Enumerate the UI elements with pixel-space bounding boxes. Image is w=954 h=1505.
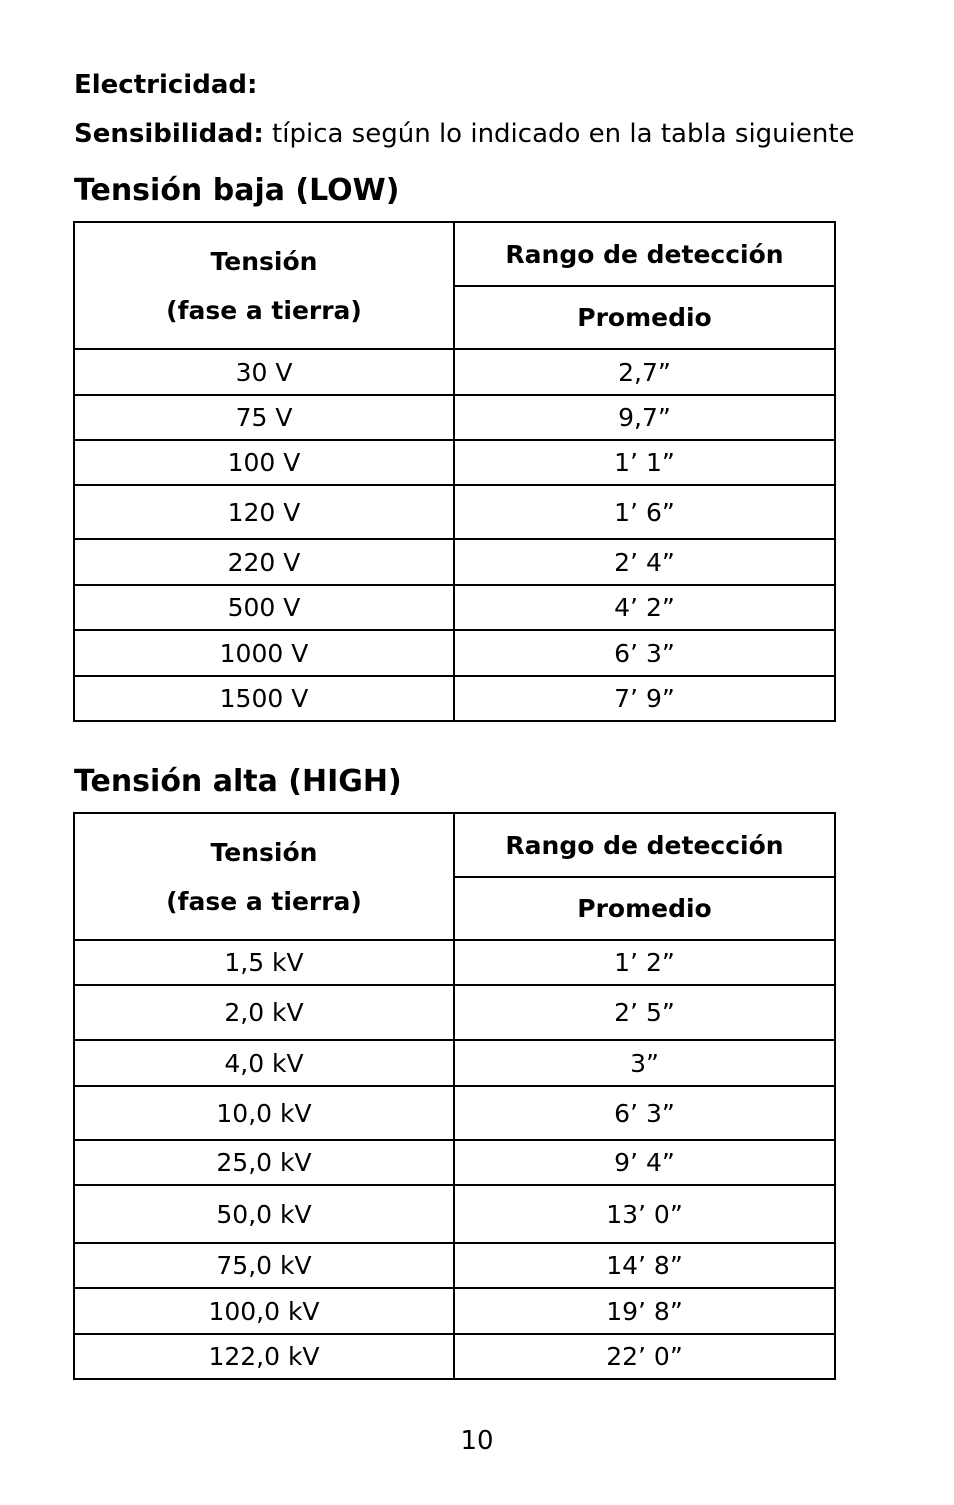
range-cell: 7’ 9” xyxy=(454,676,835,721)
voltage-cell: 10,0 kV xyxy=(74,1086,454,1140)
voltage-cell: 122,0 kV xyxy=(74,1334,454,1379)
voltage-cell: 1,5 kV xyxy=(74,940,454,985)
high-table-title: Tensión alta (HIGH) xyxy=(74,764,402,799)
table-row xyxy=(74,1040,835,1086)
range-cell: 2’ 5” xyxy=(454,985,835,1040)
voltage-cell: 500 V xyxy=(74,585,454,630)
voltage-header xyxy=(74,813,454,940)
range-cell: 22’ 0” xyxy=(454,1334,835,1379)
range-cell: 4’ 2” xyxy=(454,585,835,630)
sensitivity-text: típica según lo indicado en la tabla siguiente xyxy=(263,119,855,149)
table-row xyxy=(74,440,835,485)
voltage-cell: 25,0 kV xyxy=(74,1140,454,1185)
high-voltage-table xyxy=(73,812,836,1380)
range-cell: 2’ 4” xyxy=(454,539,835,585)
range-header: Rango de detección xyxy=(454,813,835,877)
range-cell: 1’ 6” xyxy=(454,485,835,539)
voltage-cell: 1500 V xyxy=(74,676,454,721)
range-header: Rango de detección xyxy=(454,222,835,286)
range-cell: 6’ 3” xyxy=(454,1086,835,1140)
sensitivity-line xyxy=(74,119,855,149)
voltage-cell: 220 V xyxy=(74,539,454,585)
range-cell: 2,7” xyxy=(454,349,835,395)
voltage-header-line2: (fase a tierra) xyxy=(166,886,362,916)
voltage-cell: 1000 V xyxy=(74,630,454,676)
table-row xyxy=(74,485,835,539)
table-row xyxy=(74,1140,835,1185)
range-cell: 9’ 4” xyxy=(454,1140,835,1185)
table-row xyxy=(74,1334,835,1379)
voltage-cell: 100 V xyxy=(74,440,454,485)
table-row xyxy=(74,940,835,985)
range-cell: 19’ 8” xyxy=(454,1288,835,1334)
voltage-header-line2: (fase a tierra) xyxy=(166,295,362,325)
voltage-header-line1: Tensión xyxy=(210,837,318,867)
range-cell: 6’ 3” xyxy=(454,630,835,676)
range-cell: 1’ 1” xyxy=(454,440,835,485)
table-row xyxy=(74,630,835,676)
voltage-cell: 100,0 kV xyxy=(74,1288,454,1334)
table-row xyxy=(74,585,835,630)
voltage-cell: 75 V xyxy=(74,395,454,440)
voltage-cell: 120 V xyxy=(74,485,454,539)
low-table-title: Tensión baja (LOW) xyxy=(74,173,400,208)
average-header: Promedio xyxy=(454,877,835,940)
average-header: Promedio xyxy=(454,286,835,349)
table-row xyxy=(74,395,835,440)
table-row xyxy=(74,1086,835,1140)
voltage-cell: 75,0 kV xyxy=(74,1243,454,1288)
low-voltage-table xyxy=(73,221,836,722)
table-row xyxy=(74,1185,835,1243)
electricity-label: Electricidad: xyxy=(74,70,258,100)
range-cell: 3” xyxy=(454,1040,835,1086)
page-number: 10 xyxy=(460,1426,494,1456)
table-row xyxy=(74,349,835,395)
table-row xyxy=(74,539,835,585)
range-cell: 14’ 8” xyxy=(454,1243,835,1288)
voltage-cell: 30 V xyxy=(74,349,454,395)
range-cell: 13’ 0” xyxy=(454,1185,835,1243)
voltage-header xyxy=(74,222,454,349)
table-row xyxy=(74,985,835,1040)
voltage-cell: 4,0 kV xyxy=(74,1040,454,1086)
voltage-cell: 2,0 kV xyxy=(74,985,454,1040)
voltage-cell: 50,0 kV xyxy=(74,1185,454,1243)
range-cell: 9,7” xyxy=(454,395,835,440)
table-row xyxy=(74,1243,835,1288)
table-row xyxy=(74,1288,835,1334)
table-row xyxy=(74,676,835,721)
voltage-header-line1: Tensión xyxy=(210,246,318,276)
sensitivity-label: Sensibilidad: xyxy=(74,119,264,149)
range-cell: 1’ 2” xyxy=(454,940,835,985)
